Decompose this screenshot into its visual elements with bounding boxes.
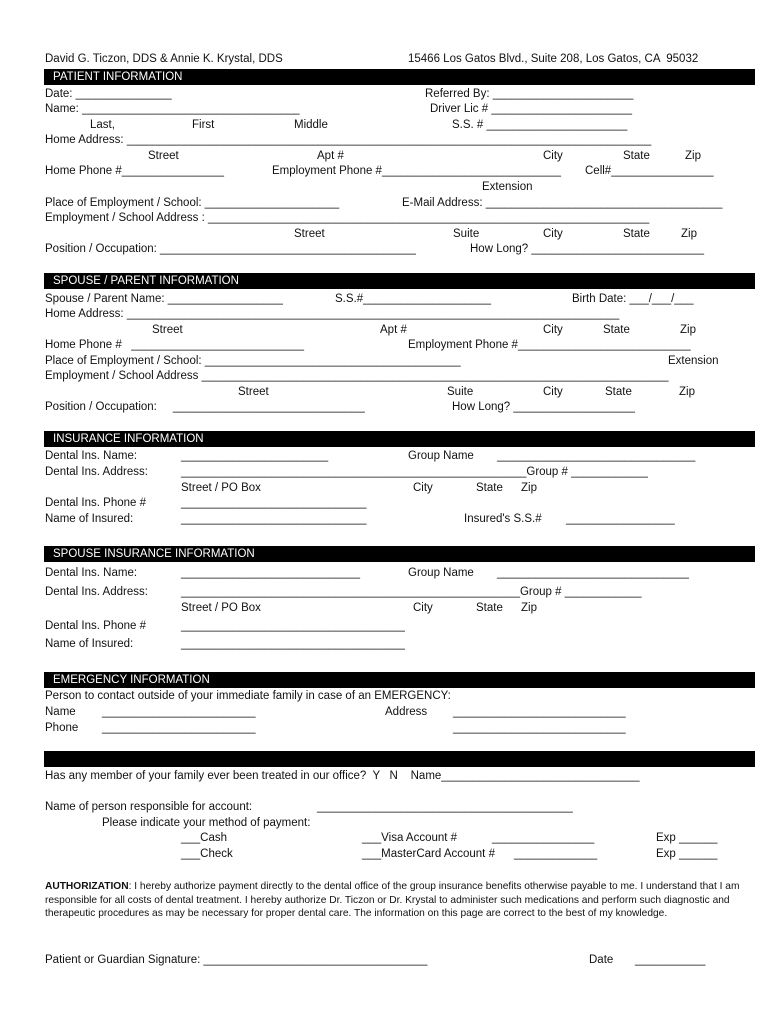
authorization-paragraph xyxy=(45,880,745,921)
mastercard-option[interactable]: ___MasterCard Account # xyxy=(362,848,495,860)
home-address-field[interactable]: Home Address: __________________________________________________________________________________ xyxy=(45,134,652,146)
zip-label: Zip xyxy=(685,150,701,162)
spouse-ins-phone-label: Dental Ins. Phone # xyxy=(45,620,147,632)
middle-name-label: Middle xyxy=(294,119,328,131)
spouse-employment-address-field[interactable]: Employment / School Address _________________________________________________________________________ xyxy=(45,370,669,382)
emergency-intro: Person to contact outside of your immediate family in case of an EMERGENCY: xyxy=(45,690,451,702)
blank-section-bar xyxy=(44,751,755,767)
street-label: Street xyxy=(152,324,183,336)
state-label: State xyxy=(603,324,630,336)
birth-date-field[interactable]: Birth Date: ___/___/___ xyxy=(572,293,694,305)
ins-name-field[interactable]: _______________________ xyxy=(181,450,329,462)
city-label: City xyxy=(543,386,563,398)
how-long-field[interactable]: How Long? ___________________________ xyxy=(470,243,705,255)
zip-label: Zip xyxy=(521,602,537,614)
spouse-home-phone-field[interactable]: Home Phone # ___________________________ xyxy=(45,339,304,351)
apt-label: Apt # xyxy=(380,324,407,336)
date-field[interactable]: Date: _______________ xyxy=(45,88,172,100)
street-po-label: Street / PO Box xyxy=(181,602,261,614)
home-phone-field[interactable]: Home Phone #________________ xyxy=(45,165,225,177)
spouse-group-name-field[interactable]: ______________________________ xyxy=(497,567,689,579)
insurance-section-header: INSURANCE INFORMATION xyxy=(44,431,755,447)
zip-label: Zip xyxy=(521,482,537,494)
employment-address-field[interactable]: Employment / School Address : _____________________________________________________________________ xyxy=(45,212,650,224)
patient-section-header: PATIENT INFORMATION xyxy=(44,69,755,85)
practice-doctors: David G. Ticzon, DDS & Annie K. Krystal, DDS xyxy=(45,53,283,65)
cash-option[interactable]: ___Cash xyxy=(181,832,228,844)
ins-name-label: Dental Ins. Name: xyxy=(45,450,138,462)
ss-field[interactable]: S.S. # ______________________ xyxy=(452,119,628,131)
authorization-label: AUTHORIZATION xyxy=(45,881,129,892)
emergency-name-field[interactable]: ________________________ xyxy=(102,706,256,718)
emergency-name-label: Name xyxy=(45,706,76,718)
first-name-label: First xyxy=(192,119,215,131)
spouse-insurance-section-header: SPOUSE INSURANCE INFORMATION xyxy=(44,546,755,562)
spouse-how-long-field[interactable]: How Long? ___________________ xyxy=(452,401,635,413)
position-field[interactable]: Position / Occupation: ________________________________________ xyxy=(45,243,416,255)
city-label: City xyxy=(543,150,563,162)
group-name-label: Group Name xyxy=(408,450,474,462)
signature-date-label: Date xyxy=(589,954,614,966)
spouse-ins-address-label: Dental Ins. Address: xyxy=(45,586,148,598)
spouse-section-header: SPOUSE / PARENT INFORMATION xyxy=(44,273,755,289)
emergency-address-field-2[interactable]: ___________________________ xyxy=(453,722,626,734)
signature-field[interactable]: Patient or Guardian Signature: ___________________________________ xyxy=(45,954,428,966)
state-label: State xyxy=(476,482,503,494)
visa-exp-field[interactable]: Exp ______ xyxy=(656,832,718,844)
insured-label: Name of Insured: xyxy=(45,513,134,525)
cell-field[interactable]: Cell#________________ xyxy=(585,165,714,177)
emergency-address-label: Address xyxy=(385,706,428,718)
responsible-label: Name of person responsible for account: xyxy=(45,801,253,813)
emergency-section-header: EMERGENCY INFORMATION xyxy=(44,672,755,688)
spouse-home-address-field[interactable]: Home Address: _____________________________________________________________________________ xyxy=(45,308,620,320)
spouse-group-name-label: Group Name xyxy=(408,567,474,579)
city-label: City xyxy=(413,602,433,614)
ins-address-field[interactable]: ______________________________________________________Group # ____________ xyxy=(181,466,648,478)
suite-label: Suite xyxy=(453,228,480,240)
city-label: City xyxy=(413,482,433,494)
responsible-field[interactable]: ________________________________________ xyxy=(317,801,573,813)
ins-phone-label: Dental Ins. Phone # xyxy=(45,497,147,509)
driver-lic-field[interactable]: Driver Lic # ______________________ xyxy=(430,103,633,115)
mastercard-account-field[interactable]: _____________ xyxy=(514,848,598,860)
spouse-insured-field[interactable]: ___________________________________ xyxy=(181,638,405,650)
city-label: City xyxy=(543,228,563,240)
spouse-position-field[interactable]: Position / Occupation: ______________________________ xyxy=(45,401,365,413)
family-treated-question[interactable]: Has any member of your family ever been treated in our office? Y N Name_______________________________ xyxy=(45,770,640,782)
ins-phone-field[interactable]: _____________________________ xyxy=(181,497,367,509)
extension-label: Extension xyxy=(482,181,533,193)
signature-date-field[interactable]: ___________ xyxy=(635,954,706,966)
insured-ss-label: Insured's S.S.# xyxy=(464,513,542,525)
state-label: State xyxy=(605,386,632,398)
last-name-label: Last, xyxy=(90,119,115,131)
referred-by-field[interactable]: Referred By: ______________________ xyxy=(425,88,634,100)
spouse-insured-label: Name of Insured: xyxy=(45,638,134,650)
spouse-employment-phone-field[interactable]: Employment Phone #___________________________ xyxy=(408,339,691,351)
extension-label: Extension xyxy=(668,355,719,367)
spouse-ins-phone-field[interactable]: ___________________________________ xyxy=(181,620,405,632)
mastercard-exp-field[interactable]: Exp ______ xyxy=(656,848,718,860)
insured-field[interactable]: _____________________________ xyxy=(181,513,367,525)
emergency-phone-field[interactable]: ________________________ xyxy=(102,722,256,734)
check-option[interactable]: ___Check xyxy=(181,848,233,860)
zip-label: Zip xyxy=(681,228,697,240)
zip-label: Zip xyxy=(679,386,695,398)
insured-ss-field[interactable]: _________________ xyxy=(566,513,675,525)
spouse-name-field[interactable]: Spouse / Parent Name: __________________ xyxy=(45,293,283,305)
street-label: Street xyxy=(294,228,325,240)
street-label: Street xyxy=(148,150,179,162)
email-field[interactable]: E-Mail Address: _____________________________________ xyxy=(402,197,723,209)
city-label: City xyxy=(543,324,563,336)
group-name-field[interactable]: _______________________________ xyxy=(497,450,696,462)
ins-address-label: Dental Ins. Address: xyxy=(45,466,148,478)
state-label: State xyxy=(623,150,650,162)
authorization-text: : I hereby authorize payment directly to the dental office of the group insurance benefits otherwise payable to me. I understand that I am responsible for all costs of dental treatment. I hereby authorize Dr. Ticzon or Dr. Krystal to administer such medications and perform such diagnostic and therapeutic procedures as may be necessary for proper dental care. The information on this page are correct to the best of my knowledge. xyxy=(45,881,740,920)
visa-option[interactable]: ___Visa Account # xyxy=(362,832,458,844)
spouse-ins-name-label: Dental Ins. Name: xyxy=(45,567,138,579)
visa-account-field[interactable]: ________________ xyxy=(492,832,595,844)
practice-address: 15466 Los Gatos Blvd., Suite 208, Los Gatos, CA 95032 xyxy=(408,53,699,65)
spouse-place-of-employment-field[interactable]: Place of Employment / School: ________________________________________ xyxy=(45,355,461,367)
street-label: Street xyxy=(238,386,269,398)
place-of-employment-field[interactable]: Place of Employment / School: _____________________ xyxy=(45,197,340,209)
apt-label: Apt # xyxy=(317,150,344,162)
emergency-address-field[interactable]: ___________________________ xyxy=(453,706,626,718)
zip-label: Zip xyxy=(680,324,696,336)
state-label: State xyxy=(476,602,503,614)
street-po-label: Street / PO Box xyxy=(181,482,261,494)
emergency-phone-label: Phone xyxy=(45,722,79,734)
spouse-ins-name-field[interactable]: ____________________________ xyxy=(181,567,361,579)
state-label: State xyxy=(623,228,650,240)
name-field[interactable]: Name: __________________________________ xyxy=(45,103,300,115)
payment-method-prompt: Please indicate your method of payment: xyxy=(102,817,311,829)
employment-phone-field[interactable]: Employment Phone #____________________________ xyxy=(272,165,562,177)
spouse-ins-address-field[interactable]: _____________________________________________________Group # ____________ xyxy=(181,586,642,598)
spouse-ss-field[interactable]: S.S.#____________________ xyxy=(335,293,492,305)
suite-label: Suite xyxy=(447,386,474,398)
